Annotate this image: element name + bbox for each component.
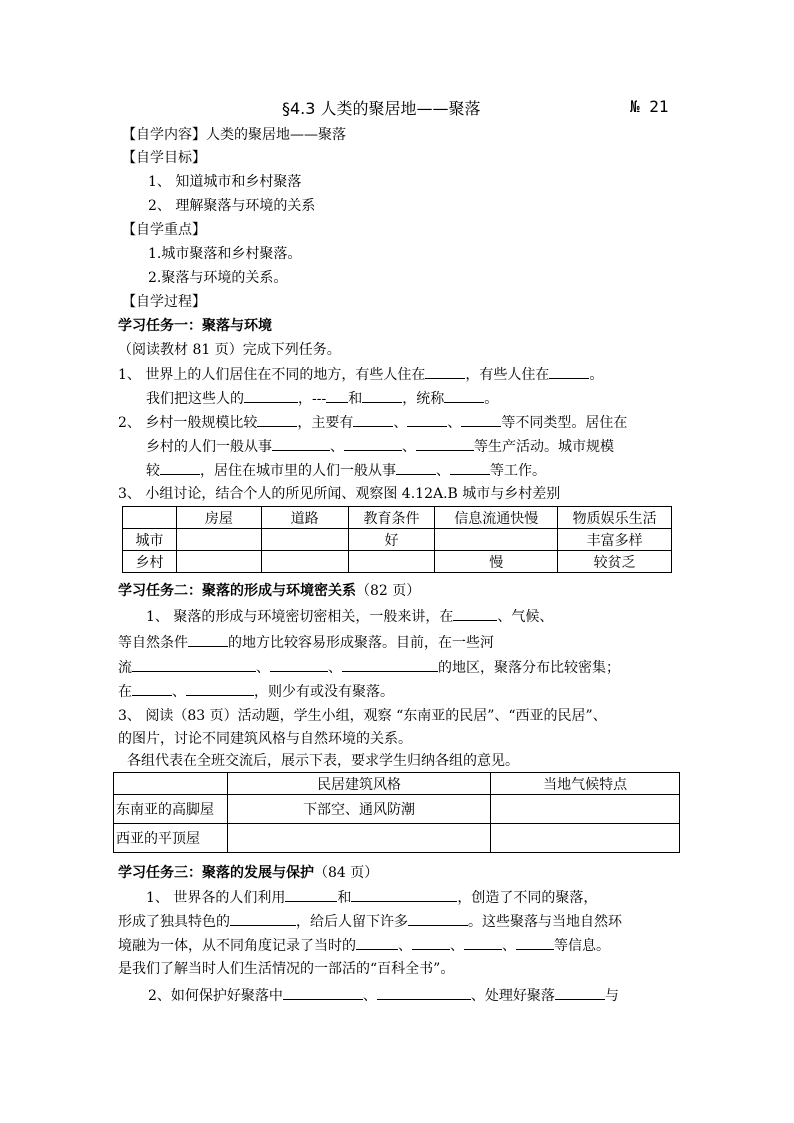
city-village-table [122,506,672,573]
table-cell[interactable] [435,529,558,551]
table-cell: 较贫乏 [558,551,672,573]
table-row [123,529,672,551]
answer-blank[interactable] [188,631,228,647]
answer-blank[interactable] [353,411,393,427]
dwelling-style-table [113,772,680,853]
answer-blank[interactable] [396,459,436,475]
task2-p1-line3: 流 、 、 的地区，聚落分布比较密集； [118,656,620,679]
key-point-2: 2.聚落与环境的关系。 [148,270,288,286]
answer-blank[interactable] [285,886,337,902]
task1-instruction: （阅读教材 81 页）完成下列任务。 [118,342,341,358]
answer-blank[interactable] [244,387,298,403]
task2-p1-line1: 1、 聚落的形成与环境密切密相关，一般来讲，在 、气候、 [146,605,553,628]
task3-p1-line4: 是我们了解当时人们生活情况的一部活的“百科全书”。 [118,961,455,977]
answer-blank[interactable] [453,605,497,621]
answer-blank[interactable] [412,934,450,950]
answer-blank[interactable] [326,387,348,403]
answer-blank[interactable] [230,910,296,926]
answer-blank[interactable] [132,656,256,672]
table-header: 信息流通快慢 [435,507,558,529]
task1-q2-line3: 较 ，居住在城市里的人们一般从事 、 等工作。 [146,459,546,482]
task1-q1-line2: 我们把这些人的 ，--- 和 ，统称 。 [146,387,498,410]
task1-title: 学习任务一：聚落与环境 [118,318,272,334]
table-cell: 下部空、通风防潮 [227,795,491,824]
table-cell[interactable] [261,551,348,573]
table-cell[interactable] [176,551,261,573]
answer-blank[interactable] [444,387,484,403]
table-cell: 东南亚的高脚屋 [114,795,228,824]
page-title: §4.3 人类的聚居地——聚落 [282,99,481,118]
table-cell: 好 [348,529,435,551]
study-goal-2: 2、 理解聚落与环境的关系 [148,198,316,214]
answer-blank[interactable] [407,411,447,427]
task2-p3-line3: 各组代表在全班交流后，展示下表，要求学生归纳各组的意见。 [127,753,519,769]
task1-q1-line1: 1、 世界上的人们居住在不同的地方，有些人住在 ，有些人住在 。 [118,363,603,386]
answer-blank[interactable] [160,459,200,475]
answer-blank[interactable] [450,459,490,475]
answer-blank[interactable] [272,435,330,451]
task2-p1-line4: 在 、 ，则少有或没有聚落。 [118,680,394,703]
answer-blank[interactable] [416,435,474,451]
table-row [114,795,680,824]
answer-blank[interactable] [461,411,501,427]
task2-title: 学习任务二：聚落的形成与环境密关系（82 页） [118,583,421,599]
answer-blank[interactable] [342,656,438,672]
answer-blank[interactable] [516,934,554,950]
study-process-label: 【自学过程】 [122,294,206,310]
study-content: 【自学内容】人类的聚居地——聚落 [122,127,346,143]
task2-p3-line2: 的图片，讨论不同建筑风格与自然环境的关系。 [118,731,412,747]
table-cell: 慢 [435,551,558,573]
answer-blank[interactable] [425,363,465,379]
table-cell: 丰富多样 [558,529,672,551]
table-header: 民居建筑风格 [227,773,491,795]
table-header: 物质娱乐生活 [558,507,672,529]
table-cell[interactable] [491,824,680,853]
table-cell: 西亚的平顶屋 [114,824,228,853]
answer-blank[interactable] [186,680,254,696]
table-cell: 城市 [123,529,177,551]
table-cell[interactable] [227,824,491,853]
table-cell: 乡村 [123,551,177,573]
task2-p1-line2: 等自然条件 的地方比较容易形成聚落。目前，在一些河 [118,631,494,654]
answer-blank[interactable] [283,984,363,1000]
answer-blank[interactable] [270,656,328,672]
answer-blank[interactable] [132,680,172,696]
table-cell[interactable] [491,795,680,824]
answer-blank[interactable] [555,984,605,1000]
table-cell[interactable] [348,551,435,573]
table-header [114,773,228,795]
answer-blank[interactable] [549,363,589,379]
task3-p1-line3: 境融为一体，从不同角度记录了当时的 、 、 、 等信息。 [118,934,610,957]
task3-p1-line2: 形成了独具特色的 ，给后人留下许多 。这些聚落与当地自然环 [118,910,622,933]
table-header: 房屋 [176,507,261,529]
answer-blank[interactable] [408,910,468,926]
task3-p1-line1: 1、 世界各的人们利用 和 ，创造了不同的聚落， [146,886,597,909]
table-row [114,824,680,853]
answer-blank[interactable] [377,984,471,1000]
table-header-row [123,507,672,529]
table-row [123,551,672,573]
table-header-row [114,773,680,795]
answer-blank[interactable] [362,387,402,403]
task1-q3: 3、 小组讨论，结合个人的所见所闻、观察图 4.12A.B 城市与乡村差别 [118,486,561,502]
study-goal-1: 1、 知道城市和乡村聚落 [148,174,302,190]
answer-blank[interactable] [464,934,502,950]
sheet-number: № 21 [630,97,669,116]
key-point-1: 1.城市聚落和乡村聚落。 [148,246,302,262]
task1-q2-line2: 乡村的人们一般从事 、 、 等生产活动。城市规模 [146,435,614,458]
answer-blank[interactable] [351,886,457,902]
task3-p2: 2、如何保护好聚落中 、 、处理好聚落 与 [148,984,619,1007]
answer-blank[interactable] [344,435,402,451]
table-header [123,507,177,529]
task2-p3-line1: 3、 阅读（83 页）活动题，学生小组，观察 “东南亚的民居”、“西亚的民居”、 [118,708,607,724]
task3-title: 学习任务三：聚落的发展与保护（84 页） [118,865,379,881]
table-cell[interactable] [261,529,348,551]
answer-blank[interactable] [257,411,297,427]
table-cell[interactable] [176,529,261,551]
answer-blank[interactable] [356,934,398,950]
task1-q2-line1: 2、 乡村一般规模比较 ，主要有 、 、 等不同类型。居住在 [118,411,627,434]
table-header: 教育条件 [348,507,435,529]
table-header: 当地气候特点 [491,773,680,795]
key-points-label: 【自学重点】 [122,222,206,238]
study-goals-label: 【自学目标】 [122,150,206,166]
table-header: 道路 [261,507,348,529]
